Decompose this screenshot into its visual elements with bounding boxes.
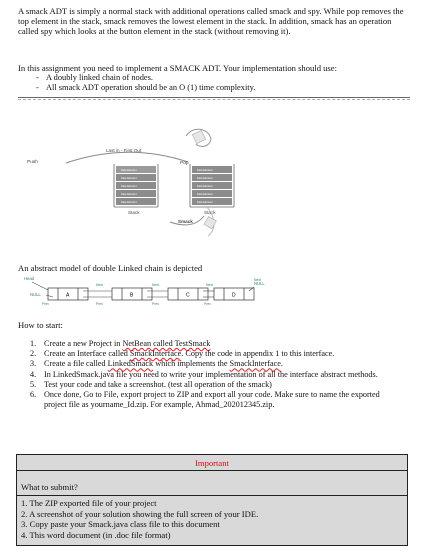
requirement-item: - A doubly linked chain of nodes. — [36, 73, 255, 83]
chain-node — [214, 288, 254, 300]
pop-label: Pop — [180, 161, 189, 166]
chain-node — [112, 288, 152, 300]
stack-element: Data Element — [197, 201, 213, 204]
next-label: Next — [206, 283, 213, 287]
important-box — [16, 454, 408, 546]
stack-element: Data Element — [197, 185, 213, 188]
step-item: 6. Once done, Go to File, export project to ZIP and export all your code. Make sure to name the exported project file as yourname_Id.zip. For example, Ahmad_202012345.zip. — [30, 390, 380, 410]
stack-element: Data Element — [197, 193, 213, 196]
lifo-label: Last in - First Out — [106, 148, 142, 153]
prev-label: Prev — [152, 302, 159, 306]
stack-element: Data Element — [197, 177, 213, 180]
divider — [18, 97, 410, 98]
steps-list — [30, 339, 390, 410]
requirements-list — [36, 73, 255, 93]
prev-label: Prev — [42, 302, 49, 306]
null-right-label: NULL — [254, 281, 265, 286]
node-label: B — [130, 292, 134, 299]
chain-node — [168, 288, 208, 300]
stack-smack-figure — [18, 118, 410, 256]
swirl-icon — [186, 129, 211, 146]
stack-element: Data Element — [121, 201, 137, 204]
next-label: Next — [96, 283, 103, 287]
step-item: 4. In LinkedSmack.java file you need to write your implementation of all the interface abstract methods. — [30, 369, 378, 379]
step-item: 3. Create a file called LinkedSmack which implements the SmackInterface. — [30, 359, 283, 369]
stack-label: Stack — [128, 210, 140, 215]
node-label: C — [186, 292, 190, 299]
submission-list — [21, 498, 258, 540]
left-stack — [114, 164, 158, 215]
null-left-label: NULL — [30, 292, 41, 297]
stack-element: Data Element — [121, 177, 137, 180]
push-label: Push — [27, 160, 38, 165]
assignment-paragraph: In this assignment you need to implement a SMACK ADT. Your implementation should use: — [18, 63, 337, 73]
divider — [17, 495, 407, 496]
next-label: Next — [254, 278, 261, 282]
step-item: 2. Create an Interface called SmackInterface. Copy the code in appendix 1 to this interface. — [30, 349, 335, 359]
intro-paragraph: A smack ADT is simply a normal stack with additional operations called smack and spy. While pop removes the top element in the stack, smack removes the lowest element in the stack. In addition, smack has an operation called spy which looks at the button element in the stack (without removing it). — [18, 6, 404, 37]
stack-element: Data Element — [121, 169, 137, 172]
stack-label: Stack — [204, 210, 216, 215]
howto-title: How to start: — [18, 320, 63, 330]
smack-label: Smack — [178, 219, 193, 224]
head-label: Head — [24, 276, 35, 281]
right-stack — [190, 164, 234, 215]
figure-caption: An abstract model of double Linked chain is depicted — [18, 263, 203, 273]
prev-label: Prev — [96, 302, 103, 306]
node-label: D — [232, 292, 236, 299]
stack-element: Data Element — [197, 169, 213, 172]
node-label: A — [66, 292, 70, 299]
next-label: Next — [152, 283, 159, 287]
stack-element: Data Element — [121, 193, 137, 196]
prev-label: Prev — [204, 302, 211, 306]
submission-item: 1. The ZIP exported file of your project — [21, 498, 157, 508]
requirement-item: - All smack ADT operation should be an O (1) time complexity. — [36, 83, 255, 93]
divider — [18, 99, 410, 100]
chain-node — [48, 288, 88, 300]
submission-item: 3. Copy paste your Smack.java class file to this document — [21, 519, 220, 529]
stack-element: Data Element — [121, 185, 137, 188]
step-item: 5. Test your code and take a screenshot. (test all operation of the smack) — [30, 379, 272, 389]
important-label: Important — [195, 458, 229, 468]
linked-chain-diagram — [18, 274, 410, 310]
submit-question: What to submit? — [21, 482, 78, 492]
smack-arrow — [170, 206, 216, 236]
submission-item: 2. A screenshot of your solution showing the full screen of your IDE. — [21, 508, 259, 519]
divider — [17, 470, 407, 471]
submission-item: 4. This word document (in .doc file format) — [21, 529, 171, 540]
step-item: 1. Create a new Project in NetBean called TestSmack — [30, 339, 211, 348]
